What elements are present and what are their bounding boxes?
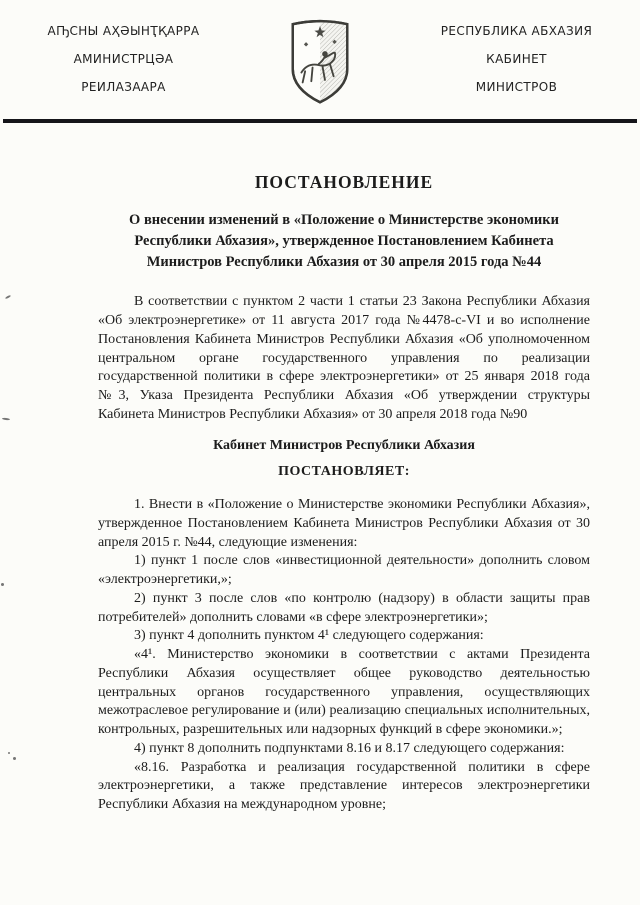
letterhead xyxy=(0,0,640,111)
letterhead-russian-line-2: КАБИНЕТ xyxy=(486,52,547,66)
letterhead-abkhaz xyxy=(26,24,221,108)
paragraph-insert-4-1: «4¹. Министерство экономики в соответствии с актами Президента Республики Абхазия осуществляет общее руководство деятельностью центральных органов государственного управления, осуществляющих межотраслевое регулирование и (или) реализацию специальных исполнительных, контрольных, разрешительных или надзорных функций в сфере экономики.»; xyxy=(98,647,590,738)
paragraph-insert-8-16: «8.16. Разработка и реализация государственной политики в сфере электроэнергетики, а также представление интересов электроэнергетики Республики Абхазия на международном уровне; xyxy=(98,759,590,813)
scan-artifact xyxy=(13,757,16,760)
paragraph-subitem-1: 1) пункт 1 после слов «инвестиционной деятельности» дополнить словом «электроэнергетики,»; xyxy=(98,553,590,588)
letterhead-abkhaz-line-1: АҦСНЫ АҲӘЫНҬҚАРРА xyxy=(47,24,200,38)
document-body xyxy=(0,123,640,815)
doc-title: ПОСТАНОВЛЕНИЕ xyxy=(254,172,434,192)
cabinet-heading: Кабинет Министров Республики Абхазия xyxy=(213,437,475,453)
paragraph-item-1: 1. Внести в «Положение о Министерстве экономики Республики Абхазия», утвержденное Постановлением Кабинета Министров Республики Абхазия от 30 апреля 2015 г. №44, следующие изменения: xyxy=(98,497,590,550)
letterhead-russian-line-1: РЕСПУБЛИКА АБХАЗИЯ xyxy=(440,24,593,38)
paragraph-subitem-2: 2) пункт 3 после слов «по контролю (надзору) в области защиты прав потребителей» дополнить словами «в сфере электроэнергетики»; xyxy=(98,590,590,625)
scan-artifact xyxy=(1,583,4,586)
emblem xyxy=(289,18,351,111)
paragraph-preamble: В соответствии с пунктом 2 части 1 статьи 23 Закона Республики Абхазия «Об электроэнергетике» от 11 августа 2017 года №4478-с-VI и во исполнение Постановления Кабинета Министров Республики Абхазия «Об уполномоченном центральном органе государственного управления по реализации государственной политики в сфере электроэнергетики» от 25 января 2018 года №3, Указа Президента Республики Абхазия «Об утверждении структуры Кабинета Министров Республики Абхазия» от 30 апреля 2018 года №90 xyxy=(98,294,590,422)
letterhead-abkhaz-line-3: РЕИЛАЗААРА xyxy=(81,80,166,94)
paragraph-subitem-4: 4) пункт 8 дополнить подпунктами 8.16 и 8.17 следующего содержания: xyxy=(134,740,565,756)
scan-artifact xyxy=(8,752,10,754)
resolves-heading: ПОСТАНОВЛЯЕТ: xyxy=(278,464,410,480)
doc-subtitle: О внесении изменений в «Положение о Министерстве экономики Республики Абхазия», утвержденное Постановлением Кабинета Министров Республики Абхазия от 30 апреля 2015 года №44 xyxy=(129,212,559,271)
letterhead-russian xyxy=(419,24,614,108)
abkhazia-coat-of-arms-icon xyxy=(289,18,351,106)
letterhead-russian-line-3: МИНИСТРОВ xyxy=(475,80,558,94)
letterhead-abkhaz-line-2: АМИНИСТРЦӘА xyxy=(73,52,174,66)
paragraph-subitem-3: 3) пункт 4 дополнить пунктом 4¹ следующего содержания: xyxy=(134,628,484,644)
